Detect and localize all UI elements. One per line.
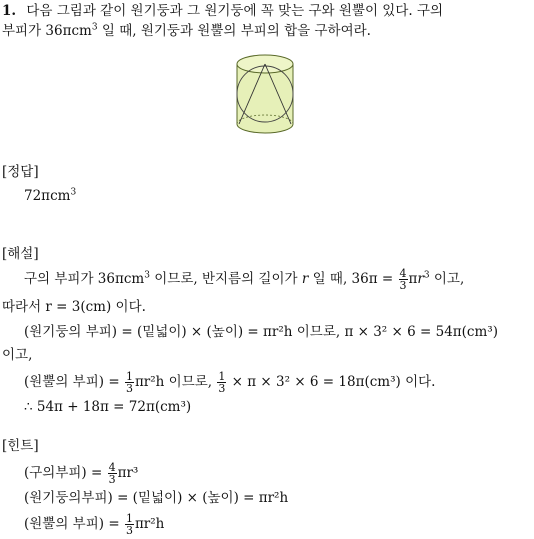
fraction-numerator: 1 (125, 370, 133, 383)
solution-var: r (417, 271, 424, 287)
hint-text: πr³ (117, 465, 139, 481)
solution-line-1 (24, 268, 464, 291)
solution-line-3: (원기둥의 부피) = (밑넓이) × (높이) = πr²h 이므로, π × 3² × 6 = 54π(cm³) (24, 324, 498, 340)
solution-text: 이고, (429, 271, 465, 287)
answer-value (24, 187, 76, 205)
solution-exp: 3 (144, 270, 150, 281)
fraction-four-thirds (108, 462, 117, 485)
fraction-one-third (217, 371, 226, 394)
fraction-numerator: 4 (108, 461, 116, 474)
hint-text: (구의부피) = (24, 465, 107, 481)
answer-header: [정답] (2, 164, 39, 180)
solution-line-2: 따라서 r = 3(cm) 이다. (2, 299, 146, 315)
cylinder-sphere-cone-figure (225, 52, 305, 138)
fraction-denominator: 3 (108, 473, 116, 486)
solution-text: 구의 부피가 36π (24, 271, 124, 287)
hint-text: πr²h (134, 516, 165, 532)
fraction-denominator: 3 (399, 279, 407, 292)
answer-unit-exp: 3 (70, 187, 77, 198)
fraction-numerator: 1 (125, 512, 133, 525)
hint-line-3 (24, 513, 164, 536)
problem-line-2 (2, 22, 371, 40)
hint-line-2: (원기둥의부피) = (밑넓이) × (높이) = πr²h (24, 490, 289, 506)
hint-text: (원뿔의 부피) = (24, 516, 124, 532)
solution-text: (원뿔의 부피) = (24, 374, 124, 390)
problem-unit-exp: 3 (91, 22, 98, 33)
solution-line-4: 이고, (2, 347, 33, 363)
solution-text: πr²h 이므로, (134, 374, 217, 390)
problem-text-2c: 일 때, 원기둥과 원뿔의 부피의 합을 구하여라. (97, 23, 371, 39)
fraction-denominator: 3 (125, 524, 133, 537)
hint-header: [힌트] (2, 438, 39, 454)
fraction-numerator: 1 (218, 370, 226, 383)
cylinder-shape (237, 55, 293, 133)
problem-line-1 (2, 2, 443, 20)
solution-text: 이므로, 반지름의 길이가 (149, 271, 302, 287)
solution-text: 일 때, 36π = (308, 271, 398, 287)
fraction-four-thirds (399, 268, 408, 291)
problem-unit: cm (71, 23, 92, 39)
fraction-numerator: 4 (399, 267, 407, 280)
problem-text-1: 다음 그림과 같이 원기둥과 그 원기둥에 꼭 맞는 구와 원뿔이 있다. 구의 (26, 3, 444, 19)
fraction-denominator: 3 (125, 382, 133, 395)
problem-number: 1. (2, 3, 17, 19)
fraction-denominator: 3 (218, 382, 226, 395)
solution-text: cm (123, 271, 145, 287)
solution-line-6: ∴ 54π + 18π = 72π(cm³) (24, 399, 192, 415)
solution-var: r (301, 271, 309, 287)
answer-number: 72π (24, 188, 51, 204)
solution-header: [해설] (2, 246, 39, 262)
solution-text: π (408, 271, 418, 287)
solution-line-5 (24, 371, 435, 394)
solution-exp: 3 (423, 270, 430, 281)
solution-text: × π × 3² × 6 = 18π(cm³) 이다. (227, 374, 436, 390)
hint-line-1 (24, 462, 138, 485)
answer-unit: cm (50, 188, 71, 204)
fraction-one-third (125, 513, 134, 536)
fraction-one-third (125, 371, 134, 394)
problem-text-2a: 부피가 36π (2, 23, 72, 39)
